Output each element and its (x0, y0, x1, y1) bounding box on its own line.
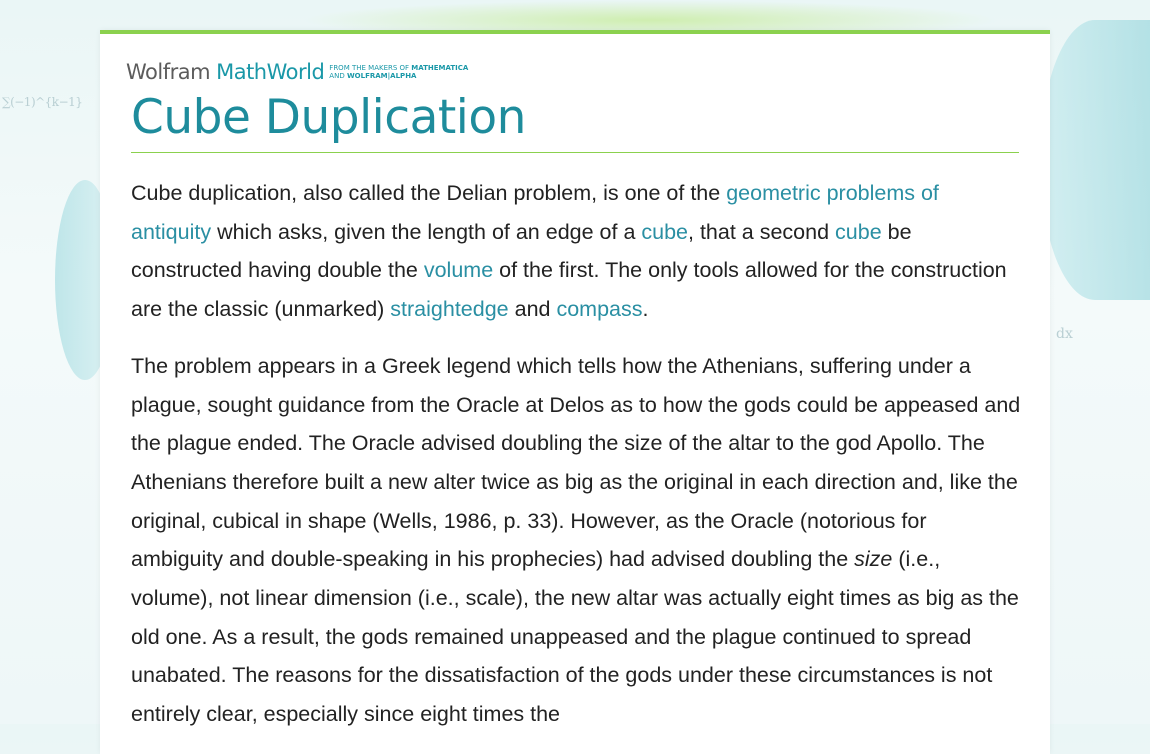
background-formula (1056, 310, 1073, 358)
text: of the first. The only tools allowed for the construction are the classic (unmarked) (131, 258, 1007, 322)
page-title: Cube Duplication (131, 90, 526, 145)
tagline-text: AND (329, 72, 347, 80)
paragraph (131, 347, 1023, 734)
tagline-bold: WOLFRAM|ALPHA (346, 72, 417, 80)
emphasis: size (854, 547, 893, 572)
logo-wolfram: Wolfram (126, 60, 211, 84)
background-shape (1040, 20, 1150, 300)
link-straightedge[interactable]: straightedge (390, 297, 509, 322)
text: The problem appears in a Greek legend which tells how the Athenians, suffering under a plague, sought guidance from the Oracle at Delos as to how the gods could be appeased and the plague ended. The Oracle advised doubling the size of the altar to the god Apollo. The Athenians therefore built a new alter twice as big as the original in each direction and, like the original, cubical in shape (Wells, 1986, p. 33). However, as the Oracle (notorious for ambiguity and double-speaking in his prophecies) had advised doubling the (131, 353, 1021, 572)
mathworld-logo[interactable] (126, 60, 468, 84)
formula-fragment: dx (1056, 326, 1073, 342)
link-geometric-problems-of-antiquity[interactable]: geometric problems of antiquity (131, 181, 939, 244)
text: Cube duplication, also called the Delian problem, is one of the (131, 181, 727, 205)
text: (i.e., volume), not linear dimension (i.e., scale), the new altar was actually eight times as big as the old one. As a result, the gods remained unappeased and the plague continued to spread unabated. The reasons for the dissatisfaction of the gods under these circumstances is not entirely clear, especially since eight times the (131, 547, 1019, 727)
text: , that a second (688, 219, 836, 244)
text: which asks, given the length of an edge of a (211, 219, 642, 244)
link-cube[interactable]: cube (835, 219, 882, 244)
logo-mathworld: MathWorld (216, 60, 325, 84)
title-divider (131, 152, 1019, 153)
text: . (642, 297, 649, 322)
text: be constructed having double the (131, 219, 912, 283)
background-formula: ∑(−1)^{k−1} (2, 95, 83, 109)
link-volume[interactable]: volume (423, 258, 494, 283)
text: and (508, 297, 557, 322)
link-cube[interactable]: cube (641, 219, 689, 244)
tagline-text: FROM THE MAKERS OF (329, 64, 412, 72)
paragraph (131, 174, 1023, 329)
link-compass[interactable]: compass (556, 297, 643, 322)
tagline-bold: MATHEMATICA (411, 64, 469, 72)
logo-tagline (329, 64, 468, 80)
article-card (100, 30, 1050, 754)
article-body (131, 174, 1023, 752)
